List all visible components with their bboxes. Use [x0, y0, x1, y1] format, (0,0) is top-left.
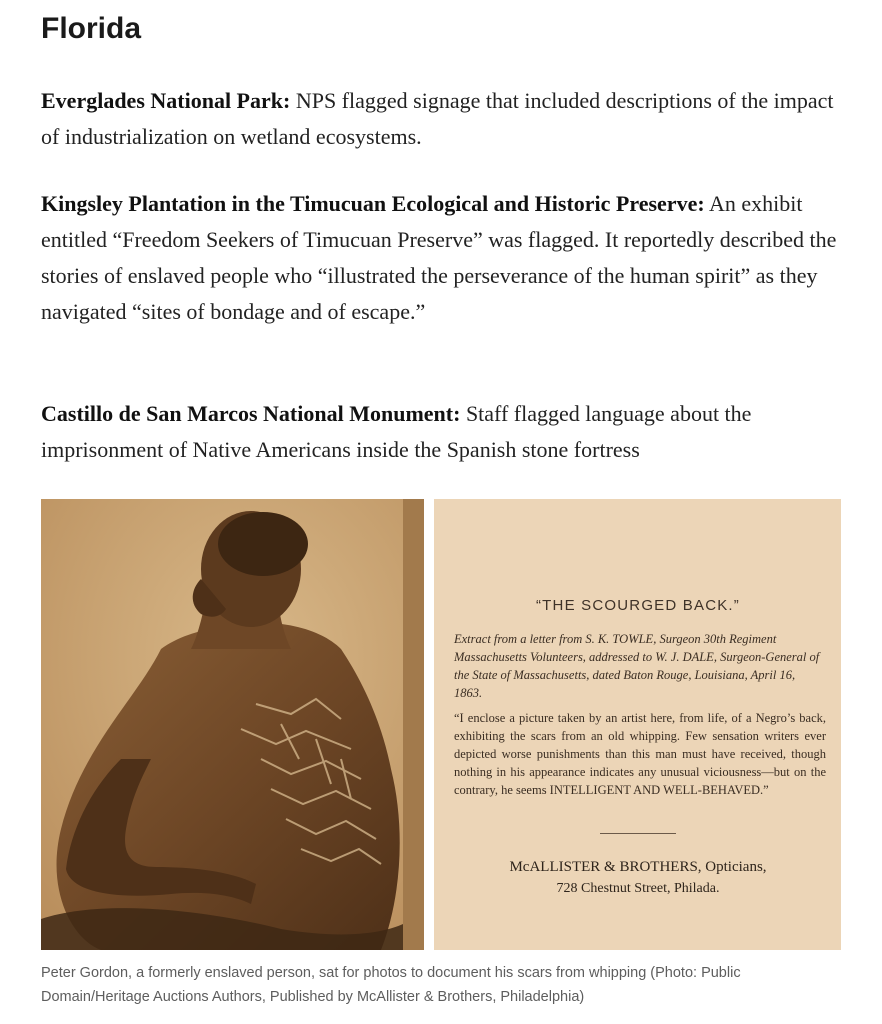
- card-publisher: McALLISTER & BROTHERS, Opticians,: [509, 859, 767, 875]
- card-title: “THE SCOURGED BACK.”: [535, 597, 740, 614]
- card-divider: [600, 833, 676, 834]
- card-extract: Extract from a letter from S. K. TOWLE, Surgeon 30th Regiment Massachusetts Volunteers, addressed to W. J. DALE, Surgeon-General of the State of Massachusetts, dated Baton Rouge, Louisiana, April 16, 1863.: [454, 632, 820, 700]
- entry-title: Castillo de San Marcos National Monument:: [41, 401, 461, 426]
- figure-caption: Peter Gordon, a formerly enslaved person, sat for photos to document his scars from whipping (Photo: Public Domain/Heritage Auctions Authors, Published by McAllister & Brothers, Philadelphia): [41, 965, 741, 1005]
- entry-everglades: [41, 83, 841, 155]
- entry-text: An exhibit entitled “Freedom Seekers of Timucuan Preserve” was flagged. It reportedly described the stories of enslaved people who “illustrated the perseverance of the human spirit” as they navigated “sites of bondage and of escape.”: [41, 191, 837, 324]
- section-heading: Florida: [41, 12, 142, 45]
- entry-title: Kingsley Plantation in the Timucuan Ecological and Historic Preserve:: [41, 191, 705, 216]
- entry-text: Staff flagged language about the imprisonment of Native Americans inside the Spanish stone fortress: [41, 401, 752, 462]
- entry-title: Everglades National Park:: [41, 88, 291, 113]
- card-quote: “I enclose a picture taken by an artist here, from life, of a Negro’s back, exhibiting the scars from an old whipping. Few sensation writers ever depicted worse punishments than this man must have received, though nothing in his appearance indicates any unusual viciousness—but on the contrary, he seems INTELLIGENT AND WELL-BEHAVED.”: [454, 711, 826, 797]
- entry-text: NPS flagged signage that included descriptions of the impact of industrialization on wetland ecosystems.: [41, 88, 834, 149]
- entry-kingsley-plantation: [41, 186, 841, 330]
- historic-photo: [41, 499, 424, 950]
- figure: [41, 499, 841, 950]
- entry-castillo-de-san-marcos: [41, 396, 841, 468]
- card-address: 728 Chestnut Street, Philada.: [556, 881, 720, 896]
- scourged-back-photo-image: [41, 499, 424, 950]
- carte-de-visite-card: [434, 499, 841, 950]
